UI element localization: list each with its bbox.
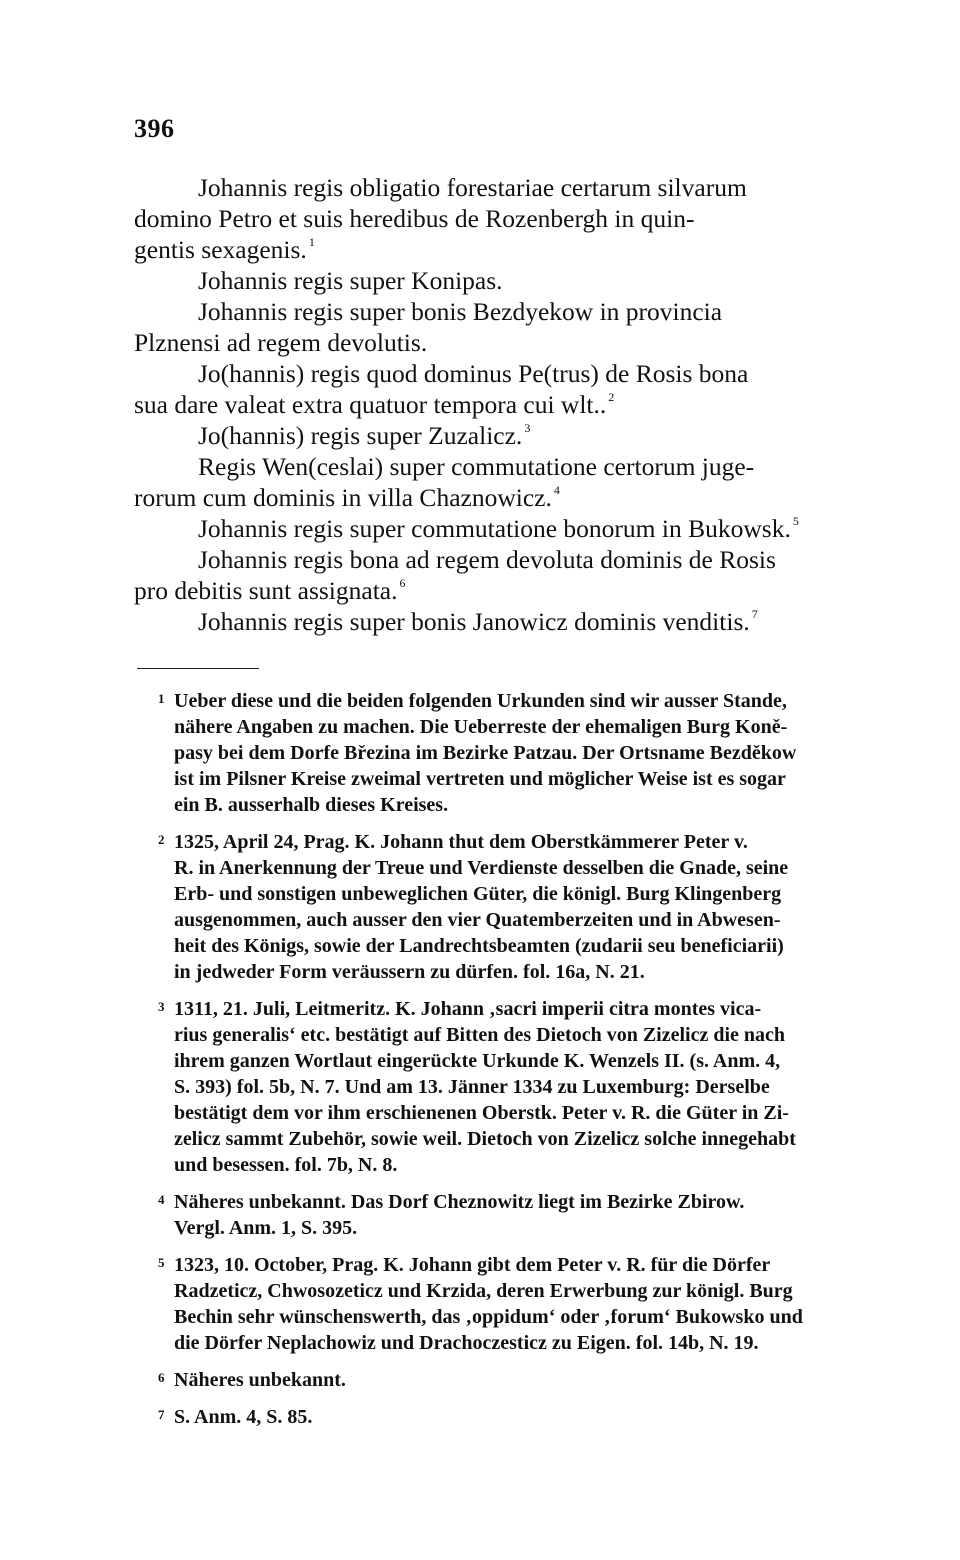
- entry-line: Regis Wen(ceslai) super commutatione certorum juge-: [198, 452, 755, 481]
- entry-line: Jo(hannis) regis quod dominus Pe(trus) de Rosis bona: [198, 359, 749, 388]
- footnote-number: 6: [158, 1370, 165, 1385]
- footnote-reference[interactable]: 2: [608, 390, 615, 404]
- entry-line: Johannis regis super commutatione bonorum in Bukowsk. $^5$: [198, 514, 799, 543]
- footnote-reference[interactable]: 3: [524, 421, 531, 435]
- document-entry: [134, 172, 840, 265]
- document-entries: [134, 172, 840, 637]
- footnote-line: 1325, April 24, Prag. K. Johann thut dem Oberstkämmerer Peter v.: [174, 831, 748, 853]
- footnote-line: Erb- und sonstigen unbeweglichen Güter, die königl. Burg Klingenberg: [174, 883, 782, 905]
- document-entry: [134, 296, 840, 358]
- footnote-line: in jedweder Form veräussern zu dürfen. fol. 16a, N. 21.: [174, 961, 645, 983]
- document-entry: [134, 420, 840, 451]
- footnote-line: rius generalis‘ etc. bestätigt auf Bitten des Dietoch von Zizelicz die nach: [174, 1024, 786, 1046]
- footnote-reference[interactable]: 7: [751, 607, 758, 621]
- footnote-line: ist im Pilsner Kreise zweimal vertreten und möglicher Weise ist es sogar: [174, 768, 786, 790]
- entry-line: Johannis regis super Konipas.: [198, 266, 503, 295]
- footnote-line: pasy bei dem Dorfe Březina im Bezirke Patzau. Der Ortsname Bezděkow: [174, 742, 797, 764]
- footnote-reference[interactable]: 6: [399, 576, 406, 590]
- entry-line: Johannis regis bona ad regem devoluta dominis de Rosis: [198, 545, 776, 574]
- footnote: [158, 688, 844, 818]
- footnote-line: Näheres unbekannt. Das Dorf Cheznowitz liegt im Bezirke Zbirow.: [174, 1191, 745, 1213]
- footnote-line: heit des Königs, sowie der Landrechtsbeamten (zudarii seu beneficiarii): [174, 935, 784, 957]
- footnote: [158, 996, 844, 1178]
- entry-line: Johannis regis super bonis Bezdyekow in provincia: [198, 297, 723, 326]
- footnote-line: und besessen. fol. 7b, N. 8.: [174, 1154, 398, 1176]
- footnote-line: Ueber diese und die beiden folgenden Urkunden sind wir ausser Stande,: [174, 690, 787, 712]
- footnote-line: S. Anm. 4, S. 85.: [174, 1406, 313, 1428]
- document-entry: [134, 606, 840, 637]
- document-entry: [134, 265, 840, 296]
- footnote-reference[interactable]: 1: [308, 235, 315, 249]
- entry-line: domino Petro et suis heredibus de Rozenbergh in quin-: [134, 204, 695, 233]
- footnote-number: 7: [158, 1407, 165, 1422]
- entry-line: Plznensi ad regem devolutis.: [134, 328, 428, 357]
- footnote-line: bestätigt dem vor ihm erschienenen Oberstk. Peter v. R. die Güter in Zi-: [174, 1102, 789, 1124]
- footnote-line: die Dörfer Neplachowiz und Drachoczesticz zu Eigen. fol. 14b, N. 19.: [174, 1332, 759, 1354]
- footnotes: [158, 688, 844, 1441]
- footnote-line: Bechin sehr wünschenswerth, das ‚oppidum‘ oder ‚forum‘ Bukowsko und: [174, 1306, 803, 1328]
- footnote: [158, 1367, 844, 1393]
- footnote-line: Radzeticz, Chwosozeticz und Krzida, deren Erwerbung zur königl. Burg: [174, 1280, 793, 1302]
- entry-line: rorum cum dominis in villa Chaznowicz. $^4$: [134, 483, 560, 512]
- page-number: 396: [134, 114, 175, 143]
- footnote-line: Vergl. Anm. 1, S. 395.: [174, 1217, 358, 1239]
- footnote-line: nähere Angaben zu machen. Die Ueberreste der ehemaligen Burg Koně-: [174, 716, 788, 738]
- footnote-line: ihrem ganzen Wortlaut eingerückte Urkunde K. Wenzels II. (s. Anm. 4,: [174, 1050, 781, 1072]
- footnote-line: R. in Anerkennung der Treue und Verdienste desselben die Gnade, seine: [174, 857, 789, 879]
- footnote-number: 3: [158, 999, 165, 1014]
- entry-line: Johannis regis obligatio forestariae certarum silvarum: [198, 173, 747, 202]
- footnote: [158, 1404, 844, 1430]
- footnote: [158, 1189, 844, 1241]
- footnote-line: 1323, 10. October, Prag. K. Johann gibt dem Peter v. R. für die Dörfer: [174, 1254, 771, 1276]
- footnote-reference[interactable]: 4: [553, 483, 560, 497]
- entry-line: sua dare valeat extra quatuor tempora cui wlt.. $^2$: [134, 390, 615, 419]
- entry-line: gentis sexagenis. $^1$: [134, 235, 315, 264]
- footnote-line: 1311, 21. Juli, Leitmeritz. K. Johann ‚sacri imperii citra montes vica-: [174, 998, 762, 1020]
- footnote-line: zelicz sammt Zubehör, sowie weil. Dietoch von Zizelicz solche innegehabt: [174, 1128, 796, 1150]
- footnote-line: ein B. ausserhalb dieses Kreises.: [174, 794, 449, 816]
- entry-line: pro debitis sunt assignata. $^6$: [134, 576, 406, 605]
- document-entry: [134, 544, 840, 606]
- footnote-line: S. 393) fol. 5b, N. 7. Und am 13. Jänner 1334 zu Luxemburg: Derselbe: [174, 1076, 770, 1098]
- footnote: [158, 1252, 844, 1356]
- footnote-number: 1: [158, 691, 165, 706]
- footnote-line: Näheres unbekannt.: [174, 1369, 346, 1391]
- footnote-line: ausgenommen, auch ausser den vier Quatemberzeiten und in Abwesen-: [174, 909, 781, 931]
- entry-line: Johannis regis super bonis Janowicz dominis venditis. $^7$: [198, 607, 758, 636]
- footnote-number: 5: [158, 1255, 165, 1270]
- document-entry: [134, 358, 840, 420]
- footnote-separator: [137, 668, 259, 669]
- document-entry: [134, 451, 840, 513]
- footnote-reference[interactable]: 5: [792, 514, 799, 528]
- entry-line: Jo(hannis) regis super Zuzalicz. $^3$: [198, 421, 531, 450]
- document-entry: [134, 513, 840, 544]
- footnote-number: 4: [158, 1192, 165, 1207]
- footnote: [158, 829, 844, 985]
- footnote-number: 2: [158, 832, 165, 847]
